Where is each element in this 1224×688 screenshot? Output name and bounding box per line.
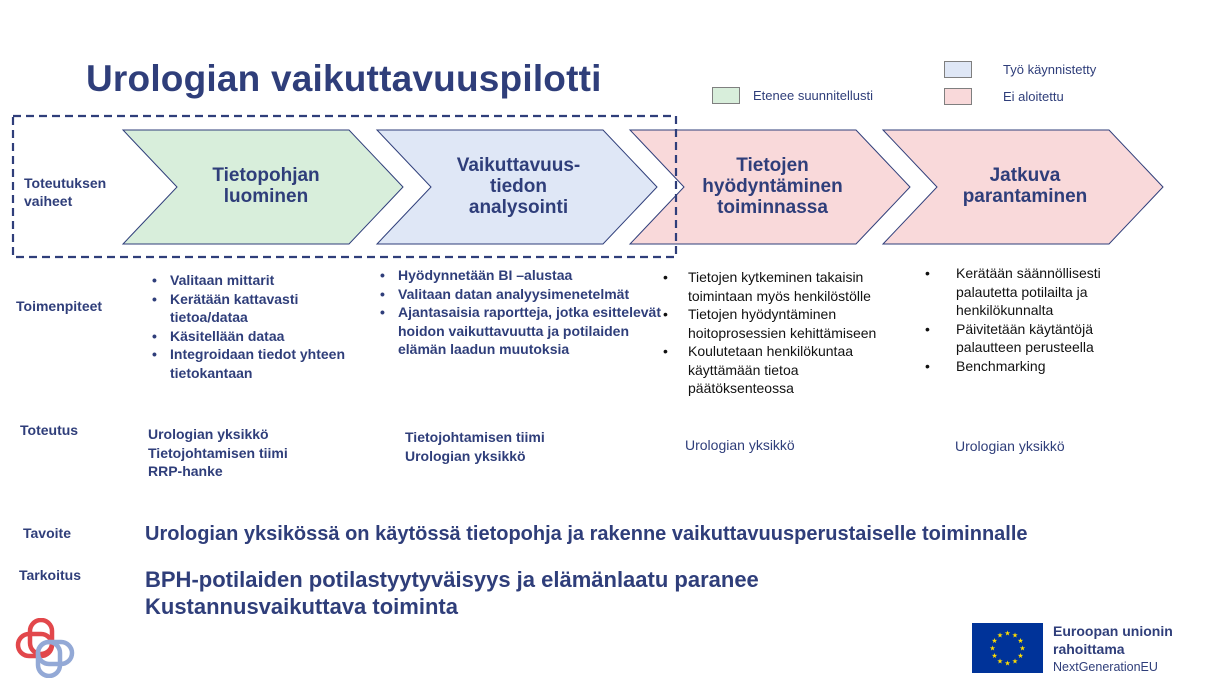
list-item: • Valitaan datan analyysimenetelmät xyxy=(380,285,670,304)
phase-1-label: Tietopohjan luominen xyxy=(212,165,320,207)
svg-text:★: ★ xyxy=(1004,629,1011,638)
phase-3-label: Tietojen hyödyntäminen toiminnassa xyxy=(702,155,843,218)
eu-funding-text xyxy=(1053,622,1173,658)
implementation-phase-4 xyxy=(955,437,1065,456)
svg-text:★: ★ xyxy=(1017,652,1024,660)
list-item: • Integroidaan tiedot yhteen tietokantaan xyxy=(152,345,352,382)
implementation-phase-3 xyxy=(685,436,795,455)
legend-label-green: Etenee suunnitellusti xyxy=(753,88,873,103)
svg-text:★: ★ xyxy=(1011,631,1019,640)
legend-label-red: Ei aloitettu xyxy=(1003,89,1064,104)
list-item: • Hyödynnetään BI –alustaa xyxy=(380,266,670,285)
eu-stars-icon xyxy=(972,623,1043,673)
actions-list-phase-3 xyxy=(663,268,903,398)
implementation-item: Urologian yksikkö xyxy=(685,437,795,453)
list-item: • Koulutetaan henkilökuntaa käyttämään tietoa päätöksenteossa xyxy=(663,342,903,398)
svg-text:★: ★ xyxy=(1019,644,1026,653)
list-item: • Kerätään säännöllisesti palautetta potilailta ja henkilökunnalta xyxy=(925,264,1155,320)
page-title: Urologian vaikuttavuuspilotti xyxy=(86,58,602,99)
svg-text:★: ★ xyxy=(996,657,1004,666)
actions-list-phase-2 xyxy=(380,266,670,359)
list-item: • Tietojen hyödyntäminen hoitoprosessien kehittämiseen xyxy=(663,305,903,342)
row-label-phases: Toteutuksen vaiheet xyxy=(24,175,107,209)
implementation-item: Tietojohtamisen tiimi xyxy=(148,444,288,461)
svg-text:★: ★ xyxy=(989,644,996,653)
eu-funding-line: rahoittama xyxy=(1053,641,1125,657)
actions-list-phase-4 xyxy=(925,264,1155,375)
implementation-item: Tietojohtamisen tiimi xyxy=(405,429,545,445)
list-item: • Valitaan mittarit xyxy=(152,271,352,290)
phase-2-label: Vaikuttavuus-tiedon analysointi xyxy=(456,155,581,218)
legend-label-blue: Työ käynnistetty xyxy=(1003,62,1097,77)
implementation-item: RRP-hanke xyxy=(148,463,223,479)
svg-text:★: ★ xyxy=(1017,637,1024,645)
list-item: • Tietojen kytkeminen takaisin toimintaan myös henkilöstölle xyxy=(663,268,903,305)
svg-text:★: ★ xyxy=(996,631,1004,640)
purpose-line: BPH-potilaiden potilastyytyväisyys ja elämänlaatu paranee xyxy=(145,567,759,592)
next-generation-eu-text: NextGenerationEU xyxy=(1053,660,1158,674)
row-label-goal: Tavoite xyxy=(23,525,71,541)
implementation-item: Urologian yksikkö xyxy=(405,447,526,464)
implementation-phase-1 xyxy=(148,425,288,481)
implementation-phase-2 xyxy=(405,428,545,465)
eu-flag-icon xyxy=(972,623,1043,673)
row-label-implementation: Toteutus xyxy=(20,422,79,438)
actions-list-phase-1 xyxy=(152,271,352,382)
purpose-text xyxy=(145,566,759,620)
list-item: • Benchmarking xyxy=(925,357,1155,376)
svg-text:★: ★ xyxy=(1004,659,1011,668)
phase-4-label: Jatkuva parantaminen xyxy=(962,165,1088,207)
organization-logo-icon xyxy=(14,618,76,678)
list-item: • Ajantasaisia raportteja, jotka esittelevät hoidon vaikuttavuutta ja potilaiden elämän laadun muutoksia xyxy=(380,303,670,359)
implementation-item: Urologian yksikkö xyxy=(148,426,269,442)
row-label-actions: Toimenpiteet xyxy=(16,298,103,314)
goal-text: Urologian yksikössä on käytössä tietopohja ja rakenne vaikuttavuusperustaiselle toiminnalle xyxy=(145,523,1028,545)
list-item: • Päivitetään käytäntöjä palautteen perusteella xyxy=(925,320,1155,357)
svg-text:★: ★ xyxy=(991,637,998,645)
purpose-line: Kustannusvaikuttava toiminta xyxy=(145,594,458,619)
eu-funding-line: Euroopan unionin xyxy=(1053,623,1173,639)
list-item: • Kerätään kattavasti tietoa/dataa xyxy=(152,290,352,327)
row-label-purpose: Tarkoitus xyxy=(19,567,81,583)
svg-text:★: ★ xyxy=(991,652,998,660)
implementation-item: Urologian yksikkö xyxy=(955,438,1065,454)
svg-text:★: ★ xyxy=(1011,657,1019,666)
list-item: • Käsitellään dataa xyxy=(152,327,352,346)
